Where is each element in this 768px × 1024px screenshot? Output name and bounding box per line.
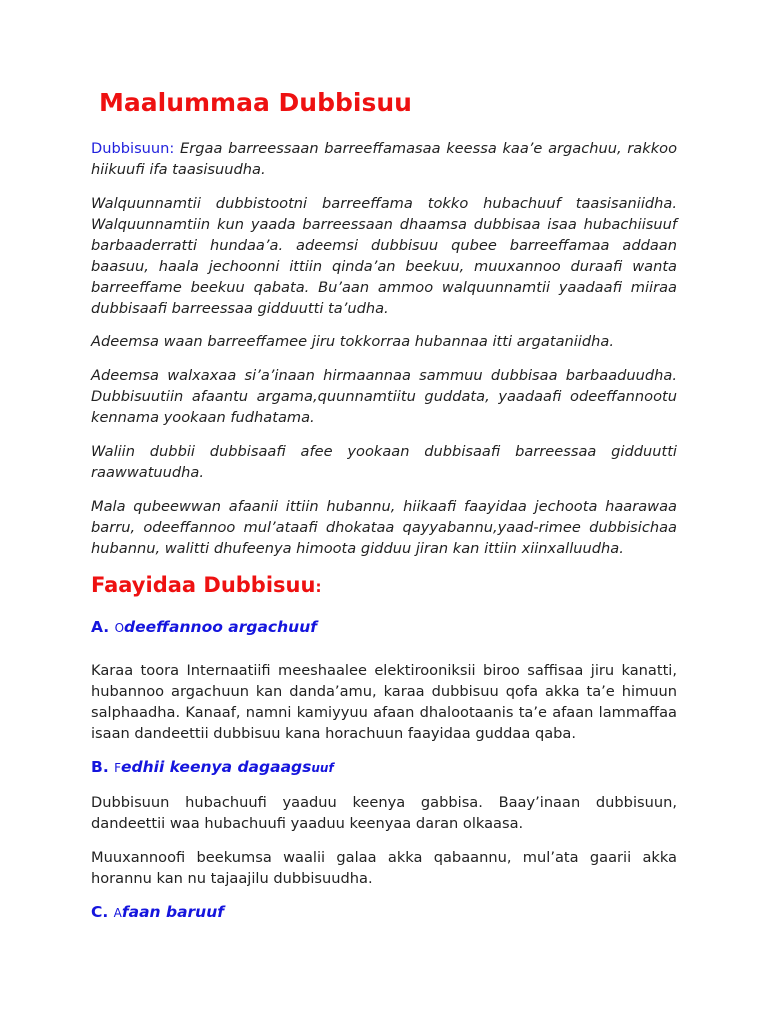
subsection-a-heading: A. Odeeffannoo argachuuf [91, 618, 317, 636]
paragraph-4: Waliin dubbii dubbisaafi afee yookaan dubbisaafi barreessaa gidduutti raawwatuudha. [91, 443, 677, 481]
definition-term: Dubbisuun: [91, 140, 175, 157]
document-title: Maalummaa Dubbisuu [99, 88, 412, 117]
paragraph-5: Mala qubeewwan afaanii ittiin hubannu, hiikaafi faayidaa jechoota haarawaa barru, odeeffannoo mul’ataafi dhokataa qayyabannu,yaad-rimee dubbisichaa hubannu, walitti dhufeenya himoota gidduu jiran kan ittiin xiinxalluudha. [91, 498, 677, 557]
subsection-b-paragraph-2: Muuxannoofi beekumsa waalii galaa akka qabaannu, mul’ata gaarii akka horannu kan nu tajaajilu dubbisuudha. [91, 849, 677, 887]
paragraph-3: Adeemsa walxaxaa si’a’inaan hirmaannaa sammuu dubbisaa barbaaduudha. Dubbisuutiin afaantu argama,quunnamtiitu guddata, yaadaafi odeeffannootu kennama yookaan fudhatama. [91, 367, 677, 426]
subsection-a-paragraph: Karaa toora Internaatiifi meeshaalee elektirooniksii biroo saffisaa jiru kanatti, hubannoo argachuun kan danda’amu, karaa dubbisuu qofa akka ta’e himuun salphaadha. Kanaaf, namni kamiyyuu afaan dhalootaanis ta’e afaan lammaffaa isaan dandeettii dubbisuu kana horachuun faayidaa guddaa qaba. [91, 662, 677, 742]
paragraph-2: Adeemsa waan barreeffamee jiru tokkorraa hubannaa itti argataniidha. [91, 333, 614, 350]
subsection-c-heading: C. Afaan baruuf [91, 903, 224, 921]
subsection-b-heading: B. Fedhii keenya dagaagsuuf [91, 758, 334, 776]
paragraph-1: Walquunnamtii dubbistootni barreeffama tokko hubachuuf taasisaniidha. Walquunnamtiin kun yaada barreessaan dhaamsa dubbisaa isaa hubachiisuuf barbaaderratti hundaa’a. adeemsi dubbisuu qubee barreeffamaa addaan baasuu, haala jechoonni ittiin qinda’an beekuu, muuxannoo duraafi wanta barreeffame beekuu qabata. Bu’aan ammoo walquunnamtii yaadaafi miiraa dubbisaafi barreessaa gidduutti ta’udha. [91, 195, 677, 317]
definition-paragraph [91, 138, 677, 180]
definition-text: Ergaa barreessaan barreeffamasaa keessa kaa’e argachuu, rakkoo hiikuufi ifa taasisuudha. [91, 140, 678, 178]
subsection-b-paragraph-1: Dubbisuun hubachuufi yaaduu keenya gabbisa. Baay’inaan dubbisuun, dandeettii waa hubachuufi yaaduu keenyaa daran olkaasa. [91, 794, 677, 832]
section-heading: Faayidaa Dubbisuu: [91, 573, 322, 597]
